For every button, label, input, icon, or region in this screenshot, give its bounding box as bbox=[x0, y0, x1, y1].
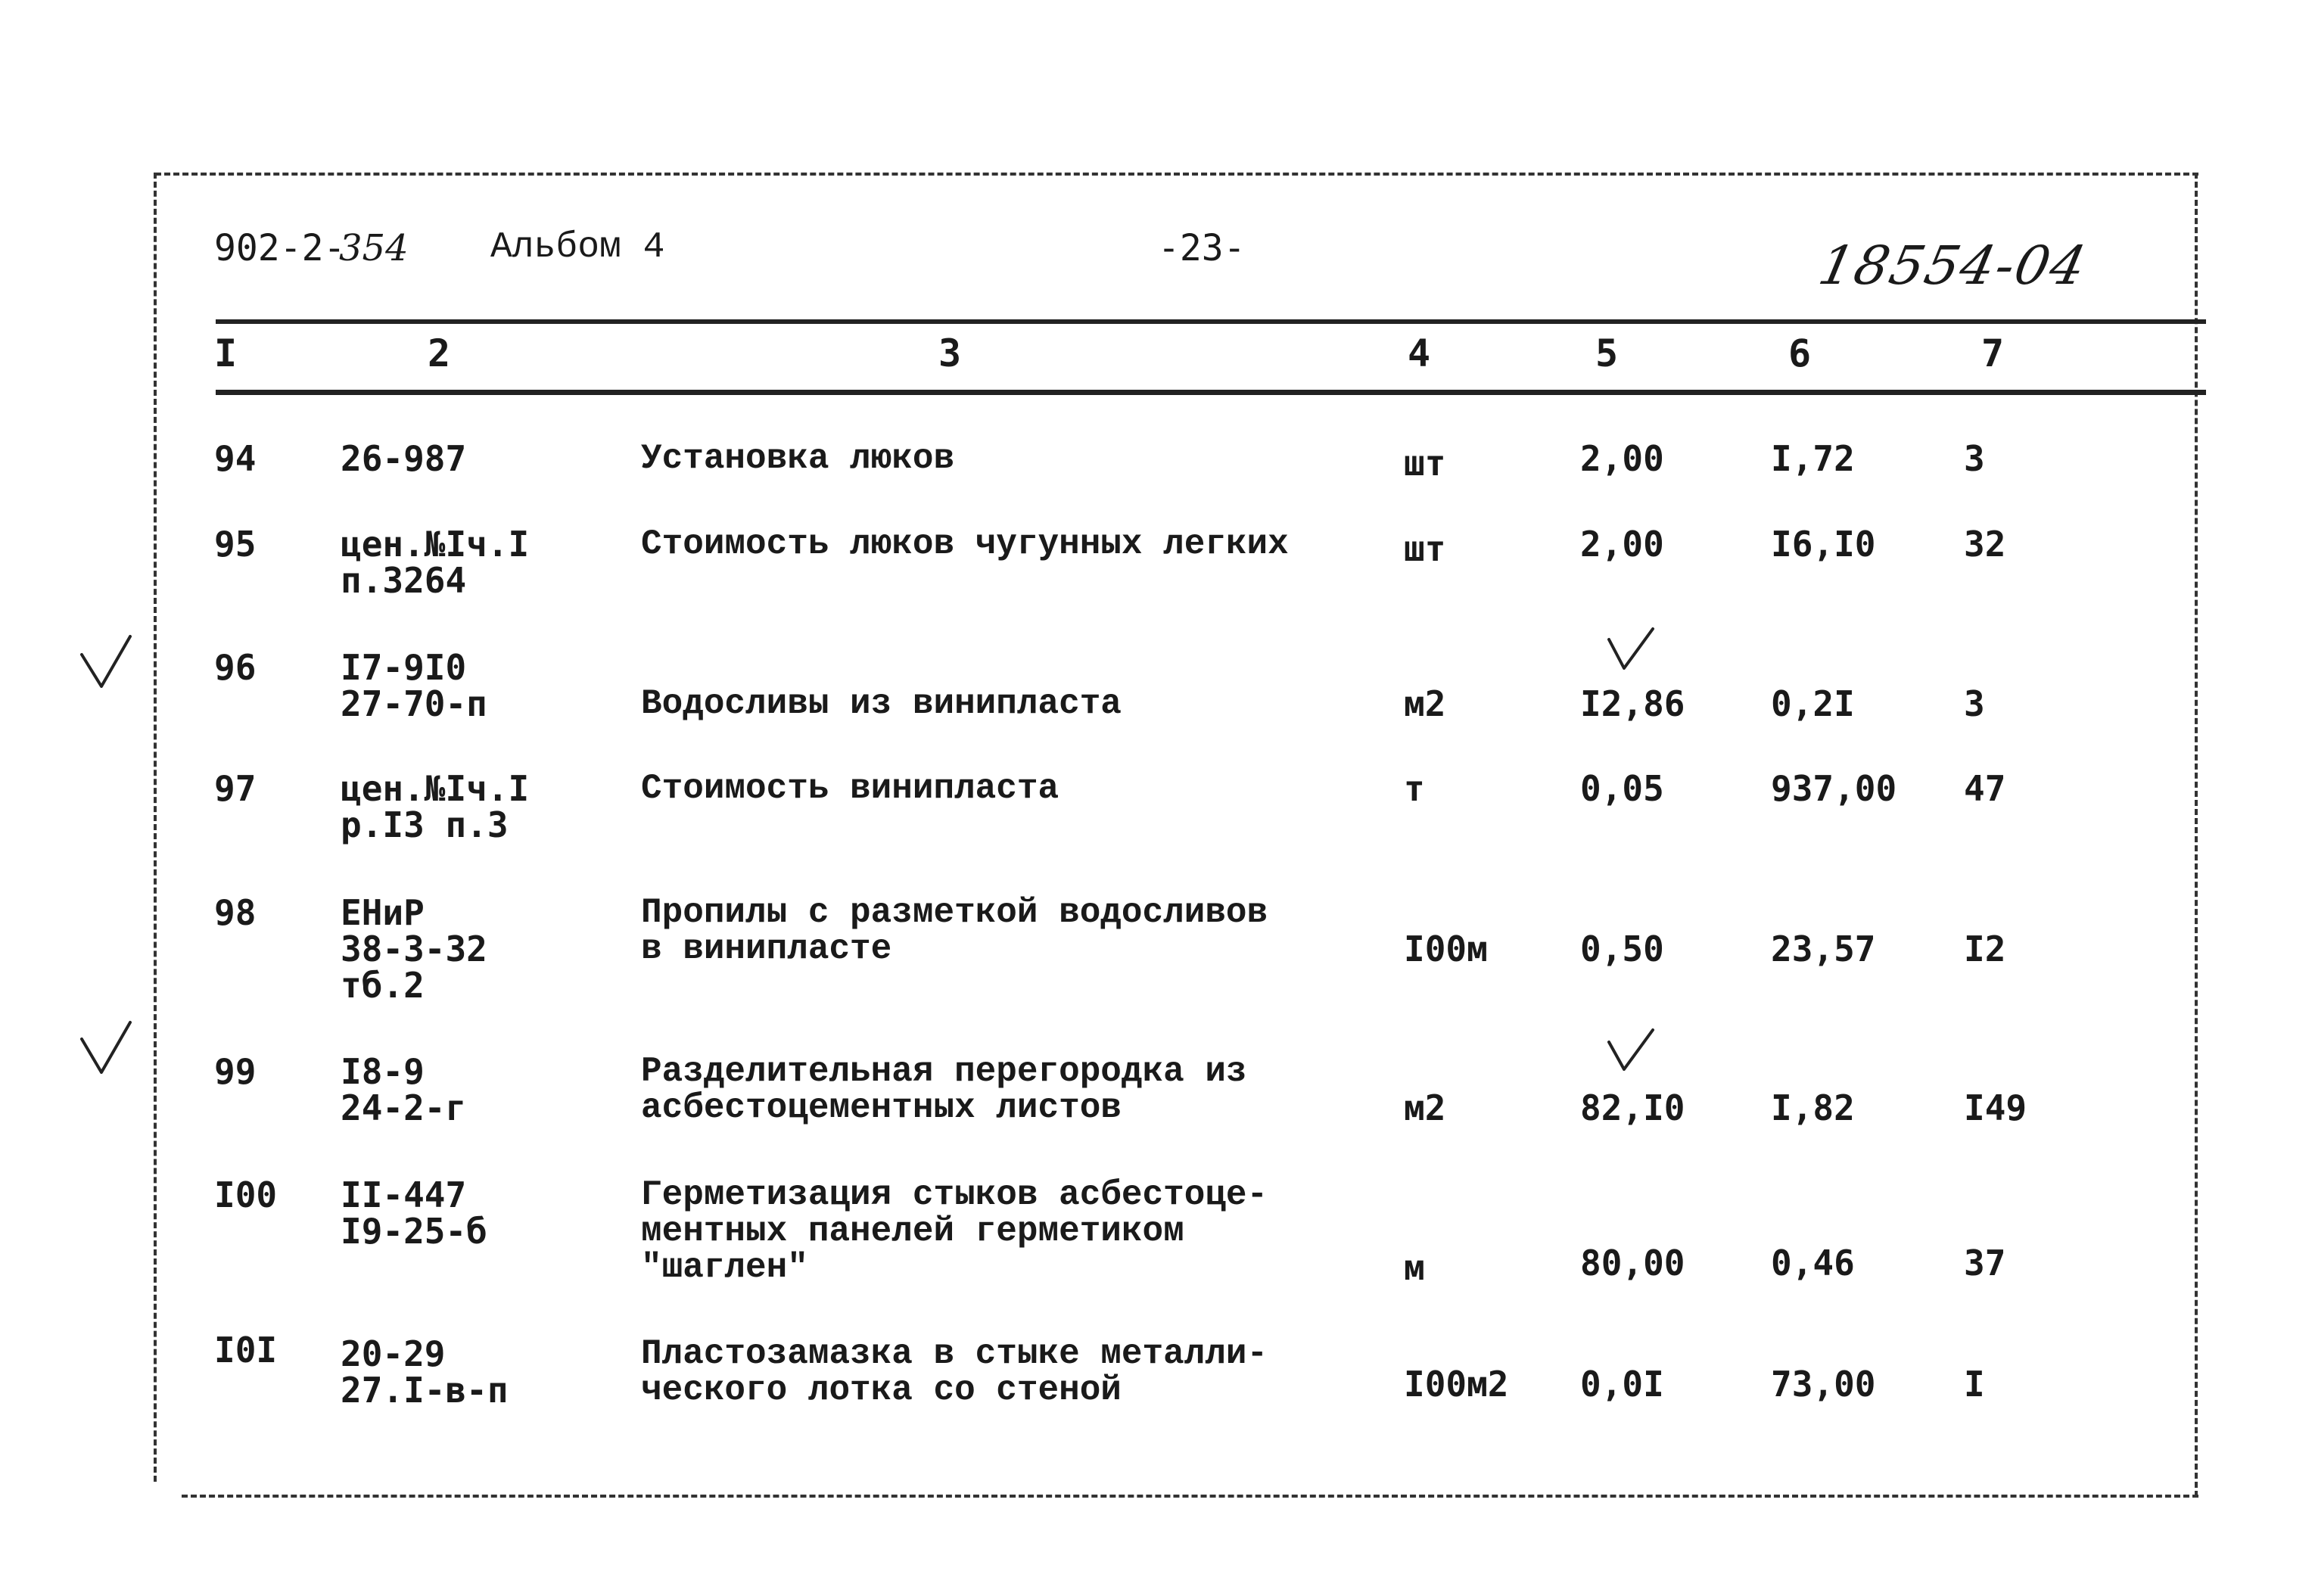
row-quantity: I2,86 bbox=[1580, 683, 1685, 724]
row-quantity: 80,00 bbox=[1580, 1243, 1685, 1283]
row-unit: I00м bbox=[1404, 929, 1488, 969]
document-code-prefix: 902-2- bbox=[214, 227, 346, 269]
column-number-7: 7 bbox=[1981, 331, 2005, 375]
row-total: 3 bbox=[1964, 438, 1985, 479]
row-total: 47 bbox=[1964, 768, 2006, 809]
row-code: цен.№Iч.I п.3264 bbox=[341, 524, 530, 601]
row-number: 94 bbox=[214, 438, 257, 479]
document-code-suffix: 354 bbox=[339, 227, 409, 269]
row-price: 0,2I bbox=[1771, 683, 1855, 724]
frame-top-border bbox=[155, 173, 2198, 176]
row-number: 96 bbox=[214, 647, 257, 688]
row-price: 937,00 bbox=[1771, 768, 1897, 809]
row-description: Водосливы из винипласта bbox=[641, 684, 1122, 723]
row-price: I,72 bbox=[1771, 438, 1855, 479]
row-price: 73,00 bbox=[1771, 1364, 1876, 1405]
row-quantity: 0,0I bbox=[1580, 1364, 1664, 1405]
row-number: 95 bbox=[214, 524, 257, 565]
check-mark-icon bbox=[1604, 1025, 1657, 1075]
row-number: 99 bbox=[214, 1051, 257, 1092]
row-code: 20-29 27.I-в-п bbox=[341, 1333, 509, 1411]
row-price: I6,I0 bbox=[1771, 524, 1876, 565]
check-mark-icon bbox=[76, 632, 136, 692]
column-number-2: 2 bbox=[428, 331, 451, 375]
row-description: Пропилы с разметкой водосливов в винипласте bbox=[641, 893, 1268, 969]
row-quantity: 82,I0 bbox=[1580, 1087, 1685, 1128]
column-number-3: 3 bbox=[938, 331, 962, 375]
row-code: 26-987 bbox=[341, 438, 467, 479]
check-mark-icon bbox=[76, 1018, 136, 1078]
frame-right-border bbox=[2195, 173, 2198, 1497]
column-number-5: 5 bbox=[1595, 331, 1619, 375]
row-unit: шт bbox=[1404, 443, 1446, 484]
row-code: цен.№Iч.I р.I3 п.3 bbox=[341, 768, 530, 845]
album-label: Альбом 4 bbox=[490, 227, 665, 268]
row-code: I8-9 24-2-г bbox=[341, 1051, 467, 1128]
row-total: I49 bbox=[1964, 1087, 2027, 1128]
row-unit: т bbox=[1404, 768, 1425, 809]
row-quantity: 0,50 bbox=[1580, 929, 1664, 969]
inventory-stamp: 18554-04 bbox=[1813, 235, 2093, 297]
row-price: 23,57 bbox=[1771, 929, 1876, 969]
row-unit: м2 bbox=[1404, 683, 1446, 724]
row-unit: м bbox=[1404, 1247, 1425, 1288]
column-number-1: I bbox=[214, 331, 238, 375]
row-number: I00 bbox=[214, 1174, 278, 1215]
row-code: II-447 I9-25-б bbox=[341, 1174, 487, 1252]
row-description: Герметизация стыков асбестоце- ментных панелей герметиком "шаглен" bbox=[641, 1175, 1268, 1287]
header-rule-bottom bbox=[216, 390, 2206, 395]
check-mark-icon bbox=[1604, 624, 1657, 674]
page-number: -23- bbox=[1158, 227, 1246, 269]
row-total: 3 bbox=[1964, 683, 1985, 724]
row-unit: I00м2 bbox=[1404, 1364, 1509, 1405]
row-unit: шт bbox=[1404, 528, 1446, 569]
row-description: Разделительная перегородка из асбестоцементных листов bbox=[641, 1052, 1247, 1128]
frame-left-border bbox=[154, 173, 157, 1482]
row-price: I,82 bbox=[1771, 1087, 1855, 1128]
column-number-6: 6 bbox=[1788, 331, 1812, 375]
row-unit: м2 bbox=[1404, 1087, 1446, 1128]
row-code: I7-9I0 27-70-п bbox=[341, 647, 487, 724]
row-total: I bbox=[1964, 1364, 1985, 1405]
row-description: Установка люков bbox=[641, 439, 955, 478]
frame-bottom-border bbox=[182, 1495, 2198, 1498]
row-description: Стоимость люков чугунных легких bbox=[641, 524, 1289, 564]
row-quantity: 2,00 bbox=[1580, 438, 1664, 479]
row-description: Стоимость винипласта bbox=[641, 769, 1059, 808]
row-total: 37 bbox=[1964, 1243, 2006, 1283]
row-total: I2 bbox=[1964, 929, 2006, 969]
row-quantity: 2,00 bbox=[1580, 524, 1664, 565]
header-rule-top bbox=[216, 319, 2206, 324]
row-total: 32 bbox=[1964, 524, 2006, 565]
row-number: 97 bbox=[214, 768, 257, 809]
row-number: I0I bbox=[214, 1330, 278, 1370]
column-number-4: 4 bbox=[1408, 331, 1431, 375]
row-code: ЕНиР 38-3-32 тб.2 bbox=[341, 892, 487, 1006]
row-number: 98 bbox=[214, 892, 257, 933]
row-price: 0,46 bbox=[1771, 1243, 1855, 1283]
row-quantity: 0,05 bbox=[1580, 768, 1664, 809]
row-description: Пластозамазка в стыке металли- ческого лотка со стеной bbox=[641, 1334, 1268, 1410]
